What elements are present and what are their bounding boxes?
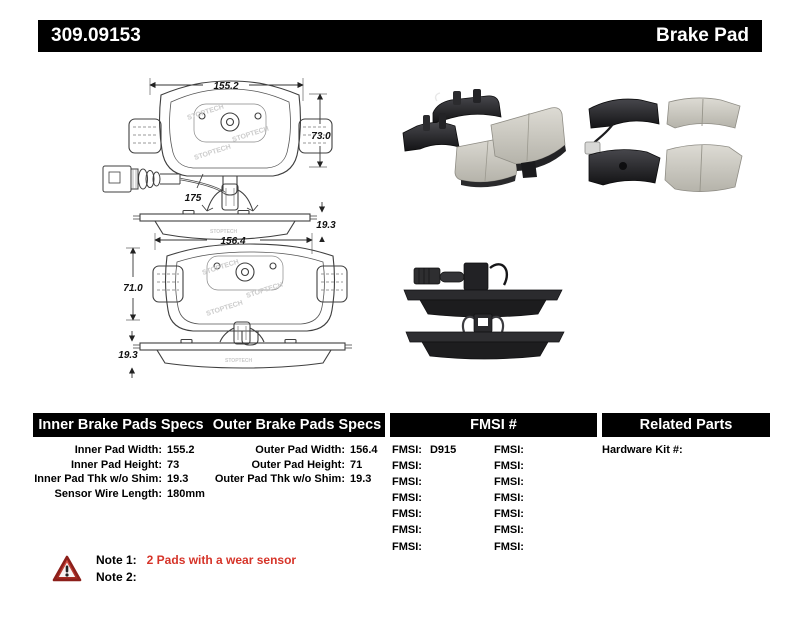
spec-row: Outer Pad Width: 156.4: [255, 444, 378, 456]
watermark-text: STOPTECH: [186, 103, 225, 122]
related-parts-header-bar: [602, 413, 770, 437]
fmsi-row: FMSI: FMSI:: [392, 492, 524, 505]
outer-specs-column: [214, 443, 378, 487]
part-number: 309.09153: [51, 25, 141, 46]
spec-row: Inner Pad Height: 73: [70, 458, 180, 471]
fmsi-row: FMSI: FMSI:: [392, 540, 524, 553]
warning-icon: [52, 555, 82, 583]
inner-height-label: 73.0: [311, 131, 331, 142]
inner-specs-header: Inner Brake Pads Specs: [38, 417, 204, 433]
spec-row: Inner Pad Thk w/o Shim: 19.3: [34, 473, 189, 486]
spec-row: Inner Pad Width: 155.2: [74, 444, 195, 456]
inner-width-label: 155.2: [213, 81, 239, 92]
outer-specs-header: Outer Brake Pads Specs: [212, 417, 382, 433]
fmsi-row: FMSI: FMSI:: [392, 508, 524, 521]
svg-text:STOPTECH: STOPTECH: [201, 258, 240, 277]
inner-specs-column: [34, 443, 205, 501]
inner-thickness-label: 19.3: [316, 220, 336, 231]
photo-edge-view: [398, 250, 568, 365]
spec-row: Sensor Wire Length: 180mm: [54, 487, 205, 500]
related-parts-header: Related Parts: [639, 417, 733, 433]
fmsi-header-bar: [390, 413, 597, 437]
title-bar: [38, 20, 762, 52]
related-parts-column: [602, 443, 688, 458]
svg-text:STOPTECH: STOPTECH: [225, 358, 253, 364]
svg-text:STOPTECH: STOPTECH: [245, 281, 284, 300]
dark-pad-back-left: [403, 113, 459, 151]
fmsi-column: [392, 442, 596, 555]
sensor-wire: [180, 179, 225, 193]
wear-sensor-connector-drawing: [103, 166, 225, 193]
svg-text:STOPTECH: STOPTECH: [205, 299, 244, 318]
ceramic-pad-top-right: [667, 98, 740, 128]
ceramic-pad-bottom-right: [665, 145, 742, 192]
note-1: [96, 552, 296, 569]
outer-width-label: 156.4: [220, 236, 246, 247]
pads-specs-header-bar: [33, 413, 385, 437]
note-2-label: Note 2:: [96, 569, 137, 584]
svg-text:STOPTECH: STOPTECH: [210, 229, 238, 235]
inner-pad-front-view: [129, 81, 332, 195]
edge-pad-with-sensor: [404, 263, 562, 317]
related-parts-row: Hardware Kit #:: [602, 444, 683, 456]
photo-four-pads: [583, 93, 748, 197]
dark-pad-with-sensor: [585, 99, 659, 154]
photo-pad-set: [395, 85, 570, 195]
inner-pad-diagram: [95, 62, 365, 242]
outer-height-label: 71.0: [123, 283, 143, 294]
outer-pad-diagram: [95, 230, 365, 400]
svg-text:STOPTECH: STOPTECH: [193, 143, 232, 162]
fmsi-header: FMSI #: [470, 417, 517, 433]
spec-row: Outer Pad Height: 71: [251, 458, 363, 471]
outer-thickness-label: 19.3: [118, 350, 138, 361]
svg-text:STOPTECH: STOPTECH: [231, 125, 270, 144]
inner-left-ear: [129, 119, 161, 153]
dark-pad-bottom-left: [589, 150, 660, 185]
sensor-plug-photo: [585, 142, 600, 154]
outer-right-ear: [317, 266, 347, 302]
wire-length-label: 175: [184, 193, 202, 204]
fmsi-row: FMSI: FMSI:: [392, 460, 524, 473]
product-type: Brake Pad: [656, 25, 749, 46]
notes-section: [96, 552, 296, 585]
fmsi-row: FMSI: D915 FMSI:: [392, 444, 524, 456]
note-2: [96, 569, 296, 586]
inner-retaining-clip: [202, 184, 258, 211]
fmsi-row: FMSI: FMSI:: [392, 476, 524, 489]
note-1-text: 2 Pads with a wear sensor: [146, 553, 297, 567]
note-1-label: Note 1:: [96, 553, 137, 567]
edge-pad-with-clip: [406, 314, 564, 359]
fmsi-row: FMSI: FMSI:: [392, 524, 524, 537]
spec-row: Outer Pad Thk w/o Shim: 19.3: [214, 473, 372, 486]
outer-left-ear: [153, 266, 183, 302]
